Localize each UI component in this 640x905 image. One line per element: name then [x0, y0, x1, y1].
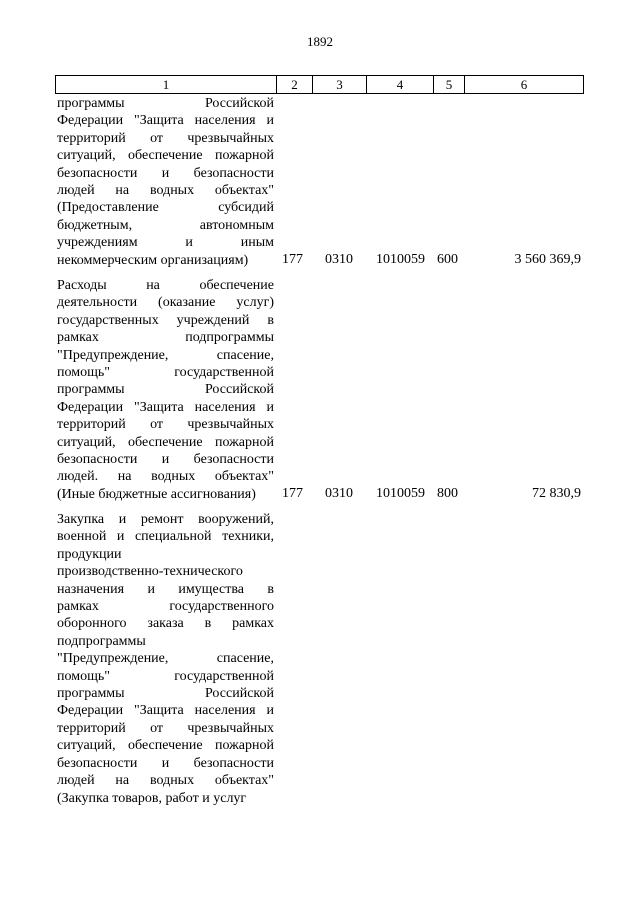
description-line: (Закупка товаров, работ и услуг — [57, 790, 247, 806]
description-line: людей. на водных объектах" — [57, 469, 274, 485]
description-line: безопасности и безопасности — [57, 452, 274, 468]
description-line: назначения и имущества в — [57, 581, 274, 597]
row-col-6: 3 560 369,9 — [514, 252, 581, 267]
header-col-6: 6 — [520, 77, 528, 92]
description-line: ситуаций, обеспечение пожарной — [57, 738, 274, 754]
description-line: деятельности (оказание услуг) — [57, 295, 274, 311]
description-line: "Предупреждение, спасение, — [57, 651, 274, 667]
description-line: безопасности и безопасности — [57, 165, 274, 181]
description-line: учреждениям и иным — [57, 235, 274, 251]
description-line: людей на водных объектах" — [57, 183, 274, 199]
description-line: ситуаций, обеспечение пожарной — [57, 434, 274, 450]
header-col-5: 5 — [445, 77, 453, 92]
description-line: подпрограммы — [57, 633, 146, 649]
header-col-1: 1 — [162, 77, 170, 92]
row-description — [57, 511, 274, 807]
row-col-4: 1010059 — [376, 252, 425, 267]
description-line: помощь" государственной — [57, 668, 274, 684]
description-line: территорий от чрезвычайных — [57, 720, 274, 736]
row-col-2: 177 — [282, 486, 303, 501]
description-line: (Иные бюджетные ассигнования) — [57, 486, 256, 502]
description-line: людей на водных объектах" — [57, 773, 274, 789]
description-line: продукции — [57, 546, 122, 562]
row-col-2: 177 — [282, 252, 303, 267]
description-line: оборонного заказа в рамках — [57, 616, 274, 632]
row-col-3: 0310 — [325, 252, 353, 267]
description-line: программы Российской — [57, 686, 274, 702]
header-col-3: 3 — [336, 77, 343, 92]
description-line: некоммерческим организациям) — [57, 252, 249, 268]
page-number: 1892 — [307, 34, 333, 49]
row-col-6: 72 830,9 — [532, 486, 581, 501]
row-description — [57, 277, 274, 503]
row-col-3: 0310 — [325, 486, 353, 501]
header-col-4: 4 — [396, 77, 404, 92]
row-col-4: 1010059 — [376, 486, 425, 501]
description-line: ситуаций, обеспечение пожарной — [57, 148, 274, 164]
description-line: территорий от чрезвычайных — [57, 417, 274, 433]
description-line: производственно-технического — [57, 564, 243, 580]
description-line: Расходы на обеспечение — [57, 278, 274, 293]
description-line: Закупка и ремонт вооружений, — [57, 512, 274, 527]
description-line: программы Российской — [57, 96, 274, 111]
description-line: помощь" государственной — [57, 365, 274, 381]
description-line: "Предупреждение, спасение, — [57, 347, 274, 363]
header-col-2: 2 — [291, 77, 298, 92]
row-col-5: 800 — [437, 486, 458, 501]
header-bottom-border — [55, 93, 584, 94]
description-line: военной и специальной техники, — [57, 529, 274, 545]
description-line: программы Российской — [57, 382, 274, 398]
description-line: рамках подпрограммы — [57, 330, 274, 346]
description-line: Федерации "Защита населения и — [57, 399, 274, 415]
description-line: Федерации "Защита населения и — [57, 703, 274, 719]
description-line: территорий от чрезвычайных — [57, 130, 274, 146]
description-line: бюджетным, автономным — [57, 217, 274, 233]
row-col-5: 600 — [437, 252, 458, 267]
description-line: государственных учреждений в — [57, 312, 274, 328]
header-divider — [583, 75, 584, 94]
row-description — [57, 95, 274, 269]
description-line: безопасности и безопасности — [57, 755, 274, 771]
description-line: рамках государственного — [57, 599, 274, 615]
description-line: Федерации "Защита населения и — [57, 113, 274, 129]
description-line: (Предоставление субсидий — [57, 200, 274, 216]
